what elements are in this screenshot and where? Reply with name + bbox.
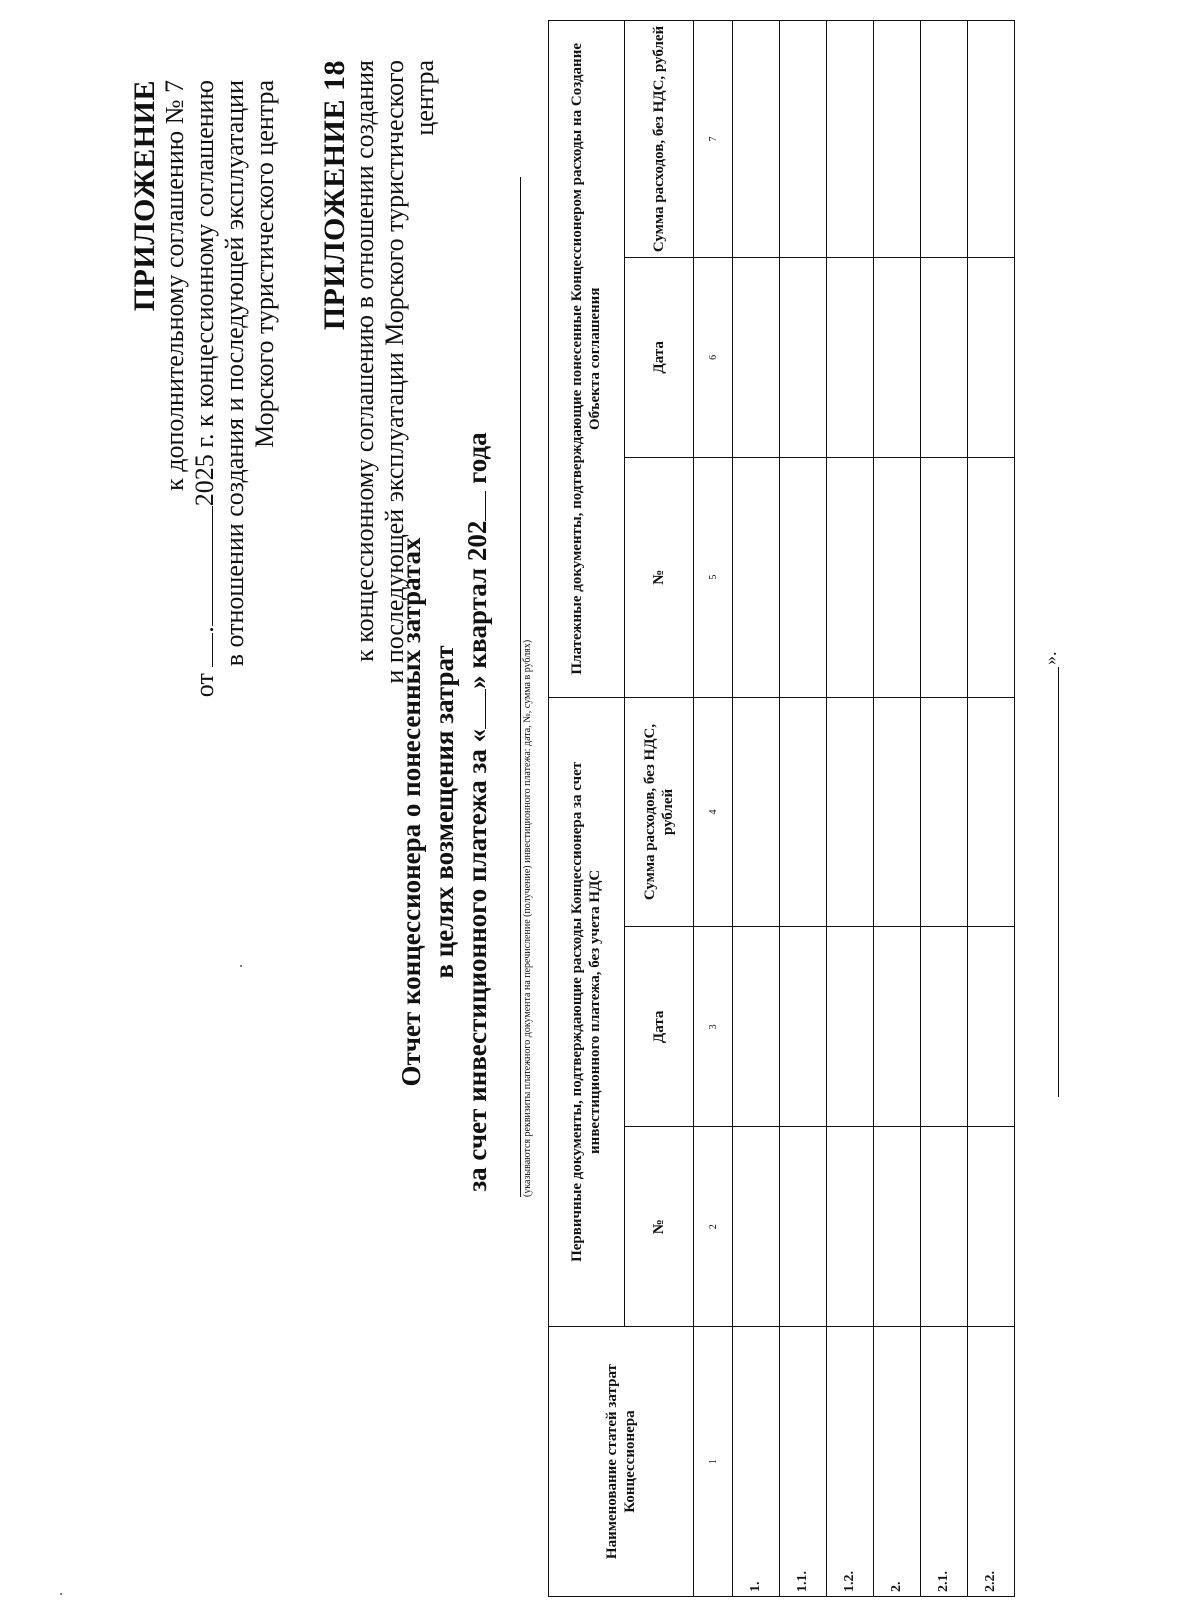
quarter-mid: » квартал 202: [462, 520, 492, 689]
table-cell: [733, 927, 780, 1127]
year-blank: [461, 491, 486, 521]
payment-details-note: (указываются реквизиты платежного документа на перечисление (получение) инвестиционного платежа: дата, №, сумма в рублях): [520, 177, 533, 1197]
payment-docs-header: Платежные документы, подтверждающие понесенные Концессионером расходы на Создание Объекта соглашения: [549, 21, 625, 698]
table-cell: [874, 257, 921, 457]
col-payment-sum-header: Сумма расходов, без НДС, рублей: [624, 21, 693, 258]
table-cell: [780, 21, 827, 258]
col-number-label: 7: [694, 21, 733, 258]
report-title-line-3: [461, 347, 494, 1277]
col-number-header: №: [624, 1127, 693, 1327]
table-cell: [733, 697, 780, 927]
closing-blank-line: [1036, 667, 1059, 1097]
col-number-label: 1: [694, 1327, 733, 1597]
table-cell: [827, 1127, 874, 1327]
table-row: [827, 21, 874, 1597]
table-cell: [921, 697, 968, 927]
column-numbers-row: [694, 21, 733, 1597]
table-cell: [733, 21, 780, 258]
table-cell: [827, 257, 874, 457]
col-payment-date-header: Дата: [624, 257, 693, 457]
expenses-report-table: [548, 20, 1015, 1597]
col-number-label: 6: [694, 257, 733, 457]
appendix-date-prefix: от: [190, 673, 219, 698]
table-cell: [827, 21, 874, 258]
col-number-label: 3: [694, 927, 733, 1127]
appendix-18-line-3: центра: [410, 60, 439, 136]
table-cell: [874, 927, 921, 1127]
table-cell: [827, 457, 874, 697]
table-cell: [921, 257, 968, 457]
appendix-18-line-1: к концессионному соглашению в отношении создания: [350, 60, 379, 662]
appendix-date-suffix: 2025 г. к концессионному соглашению: [190, 80, 219, 507]
table-cell: [921, 457, 968, 697]
table-cell: [968, 697, 1015, 927]
appendix-line-4: Морского туристического центра: [250, 80, 279, 448]
table-header-row: [549, 21, 625, 1597]
table-cell: [827, 697, 874, 927]
col-sum-header: Сумма расходов, без НДС, рублей: [624, 697, 693, 927]
appendix-line-1: к дополнительному соглашению № 7: [160, 80, 189, 491]
report-title-line-2: в целях возмещения затрат: [429, 645, 459, 979]
table-cell: [874, 697, 921, 927]
row-label: 1.: [733, 1327, 780, 1597]
table-cell: [921, 927, 968, 1127]
table-cell: [968, 927, 1015, 1127]
table-cell: [874, 457, 921, 697]
table-row: [780, 21, 827, 1597]
table-cell: [827, 927, 874, 1127]
scan-speck: [60, 1593, 62, 1595]
table-cell: [921, 1127, 968, 1327]
table-row: [874, 21, 921, 1597]
table-cell: [921, 21, 968, 258]
closing-quote: ».: [1040, 651, 1060, 665]
appendix-18-title: ПРИЛОЖЕНИЕ 18: [318, 60, 351, 331]
report-title-line-1: Отчет концессионера о понесенных затратах: [396, 537, 426, 1087]
table-cell: [733, 457, 780, 697]
appendix-header: [130, 80, 280, 1080]
table-cell: [780, 257, 827, 457]
appendix-18-line-2: и последующей эксплуатации Морского туристического: [380, 60, 409, 684]
table-row: [733, 21, 780, 1597]
quarter-prefix: за счет инвестиционного платежа за «: [462, 728, 492, 1192]
report-title: [395, 347, 494, 1277]
quarter-blank: [461, 689, 486, 729]
scan-speck: [240, 965, 242, 967]
table-cell: [780, 1127, 827, 1327]
col-date-header: Дата: [624, 927, 693, 1127]
table-cell: [968, 257, 1015, 457]
table-row: [968, 21, 1015, 1597]
row-label: 1.2.: [827, 1327, 874, 1597]
table-row: [921, 21, 968, 1597]
col-number-label: 4: [694, 697, 733, 927]
day-blank: [212, 633, 213, 667]
month-blank: [212, 506, 213, 626]
table-cell: [733, 1127, 780, 1327]
table-cell: [780, 697, 827, 927]
year-suffix: года: [462, 432, 492, 484]
col-payment-number-header: №: [624, 457, 693, 697]
appendix-line-2: от .2025 г. к концессионному соглашению: [190, 80, 219, 698]
row-label: 2.: [874, 1327, 921, 1597]
table-cell: [968, 1127, 1015, 1327]
table-cell: [733, 257, 780, 457]
table-cell: [874, 21, 921, 258]
col-number-label: 5: [694, 457, 733, 697]
table-cell: [874, 1127, 921, 1327]
primary-docs-header: Первичные документы, подтверждающие расходы Концессионера за счет инвестиционного платежа, без учета НДС: [549, 697, 625, 1327]
appendix-line-3: в отношении создания и последующей эксплуатации: [220, 80, 249, 667]
col-number-label: 2: [694, 1127, 733, 1327]
row-label: 2.1.: [921, 1327, 968, 1597]
row-label: 1.1.: [780, 1327, 827, 1597]
row-label: 2.2.: [968, 1327, 1015, 1597]
table-cell: [968, 21, 1015, 258]
appendix-title: ПРИЛОЖЕНИЕ: [128, 80, 161, 312]
table-cell: [780, 457, 827, 697]
table-cell: [968, 457, 1015, 697]
col-cost-items-header: Наименование статей затрат Концессионера: [549, 1327, 694, 1597]
table-cell: [780, 927, 827, 1127]
